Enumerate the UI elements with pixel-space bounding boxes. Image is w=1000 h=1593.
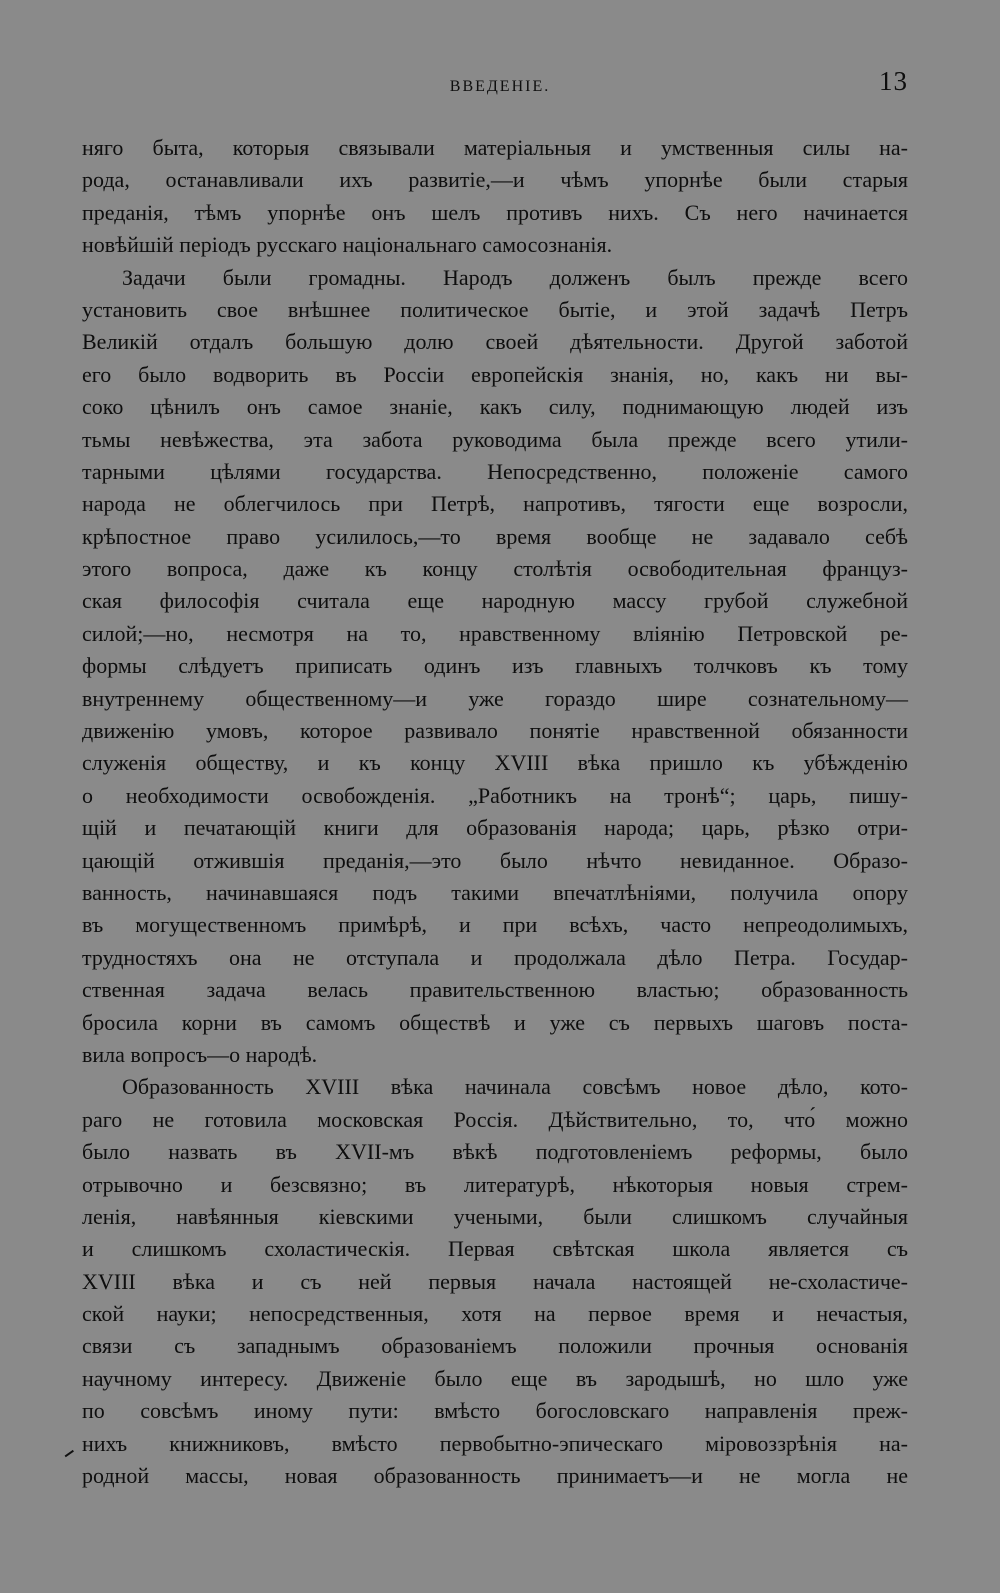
text-line: Образованность XVIII вѣка начинала совсѣмъ новое дѣло, кото- — [122, 1074, 908, 1100]
text-line: преданія, тѣмъ упорнѣе онъ шелъ противъ нихъ. Съ него начинается — [82, 199, 908, 225]
text-line: раго не готовила московская Россія. Дѣйствительно, то, что́ можно — [82, 1106, 908, 1132]
text-line: связи съ западнымъ образованіемъ положили прочныя основанія — [82, 1333, 908, 1359]
running-title: ВВЕДЕНІЕ. — [449, 78, 551, 95]
page-number: 13 — [879, 66, 908, 96]
text-line: рода, останавливали ихъ развитіе,—и чѣмъ упорнѣе были старыя — [82, 167, 908, 193]
text-line: ская философія считала еще народную массу грубой служебной — [82, 588, 908, 614]
text-line: цающій отжившія преданія,—это было нѣчто невиданное. Образо- — [82, 847, 908, 873]
text-line: о необходимости освобожденія. „Работникъ на тронѣ“; царь, пишу- — [82, 782, 908, 808]
paragraph — [82, 1071, 908, 1492]
text-line: бросила корни въ самомъ обществѣ и уже съ первыхъ шаговъ поста- — [82, 1009, 908, 1035]
text-line: трудностяхъ она не отступала и продолжала дѣло Петра. Государ- — [82, 944, 908, 970]
paragraph — [82, 132, 908, 262]
text-line: ственная задача велась правительственною властью; образованность — [82, 977, 908, 1003]
text-line: въ могущественномъ примѣрѣ, и при всѣхъ, часто непреодолимыхъ, — [82, 912, 908, 938]
text-line: крѣпостное право усилилось,—то время вообще не задавало себѣ — [82, 523, 908, 549]
text-line: научному интересу. Движеніе было еще въ зародышѣ, но шло уже — [82, 1365, 908, 1391]
text-line: народа не облегчилось при Петрѣ, напротивъ, тягости еще возросли, — [82, 491, 908, 517]
body-text — [82, 132, 908, 1492]
text-line: нихъ книжниковъ, вмѣсто первобытно-эпическаго міровоззрѣнія на- — [82, 1430, 908, 1456]
text-line: и слишкомъ схоластическія. Первая свѣтская школа является съ — [82, 1236, 908, 1262]
text-line: Великій отдалъ большую долю своей дѣятельности. Другой заботой — [82, 329, 908, 355]
text-line: было назвать въ XVII-мъ вѣкѣ подготовленіемъ реформы, было — [82, 1139, 908, 1165]
text-line: ской науки; непосредственныя, хотя на первое время и нечастыя, — [82, 1301, 908, 1327]
text-line: соко цѣнилъ онъ самое знаніе, какъ силу, поднимающую людей изъ — [82, 394, 908, 420]
text-line: вила вопросъ—о народѣ. — [82, 1041, 318, 1067]
text-line: новѣйшій періодъ русскаго національнаго самосознанія. — [82, 232, 613, 258]
text-line: по совсѣмъ иному пути: вмѣсто богословскаго направленія преж- — [82, 1398, 908, 1424]
text-line: тьмы невѣжества, эта забота руководима была прежде всего утили- — [82, 426, 908, 452]
text-line: тарными цѣлями государства. Непосредственно, положеніе самого — [82, 458, 908, 484]
text-line: отрывочно и безсвязно; въ литературѣ, нѣкоторыя новыя стрем- — [82, 1171, 908, 1197]
text-line: XVIII вѣка и съ ней первыя начала настоящей не-схоластиче- — [82, 1268, 908, 1294]
text-line: движенію умовъ, которое развивало понятіе нравственной обязанности — [82, 718, 908, 744]
text-line: внутреннему общественному—и уже гораздо шире сознательному— — [82, 685, 908, 711]
text-line: установить свое внѣшнее политическое бытіе, и этой задачѣ Петръ — [82, 296, 908, 322]
margin-pencil-mark — [65, 1450, 78, 1462]
page-header — [0, 66, 1000, 106]
text-line: служенія обществу, и къ концу XVIII вѣка пришло къ убѣжденію — [82, 750, 908, 776]
text-line: родной массы, новая образованность принимаетъ—и не могла не — [82, 1463, 908, 1489]
text-line: ванность, начинавшаяся подъ такими впечатлѣніями, получила опору — [82, 879, 908, 905]
text-line: его было водворить въ Россіи европейскія знанія, но, какъ ни вы- — [82, 361, 908, 387]
text-line: Задачи были громадны. Народъ долженъ былъ прежде всего — [122, 264, 908, 290]
text-line: формы слѣдуетъ приписать одинъ изъ главныхъ толчковъ къ тому — [82, 653, 908, 679]
text-line: няго быта, которыя связывали матеріальныя и умственныя силы на- — [82, 135, 908, 160]
text-line: силой;—но, несмотря на то, нравственному вліянію Петровской ре- — [82, 620, 908, 646]
text-line: этого вопроса, даже къ концу столѣтія освободительная француз- — [82, 556, 908, 582]
text-line: щій и печатающій книги для образованія народа; царь, рѣзко отри- — [82, 815, 908, 841]
paragraph — [82, 262, 908, 1072]
text-line: ленія, навѣянныя кіевскими учеными, были слишкомъ случайныя — [82, 1203, 908, 1229]
